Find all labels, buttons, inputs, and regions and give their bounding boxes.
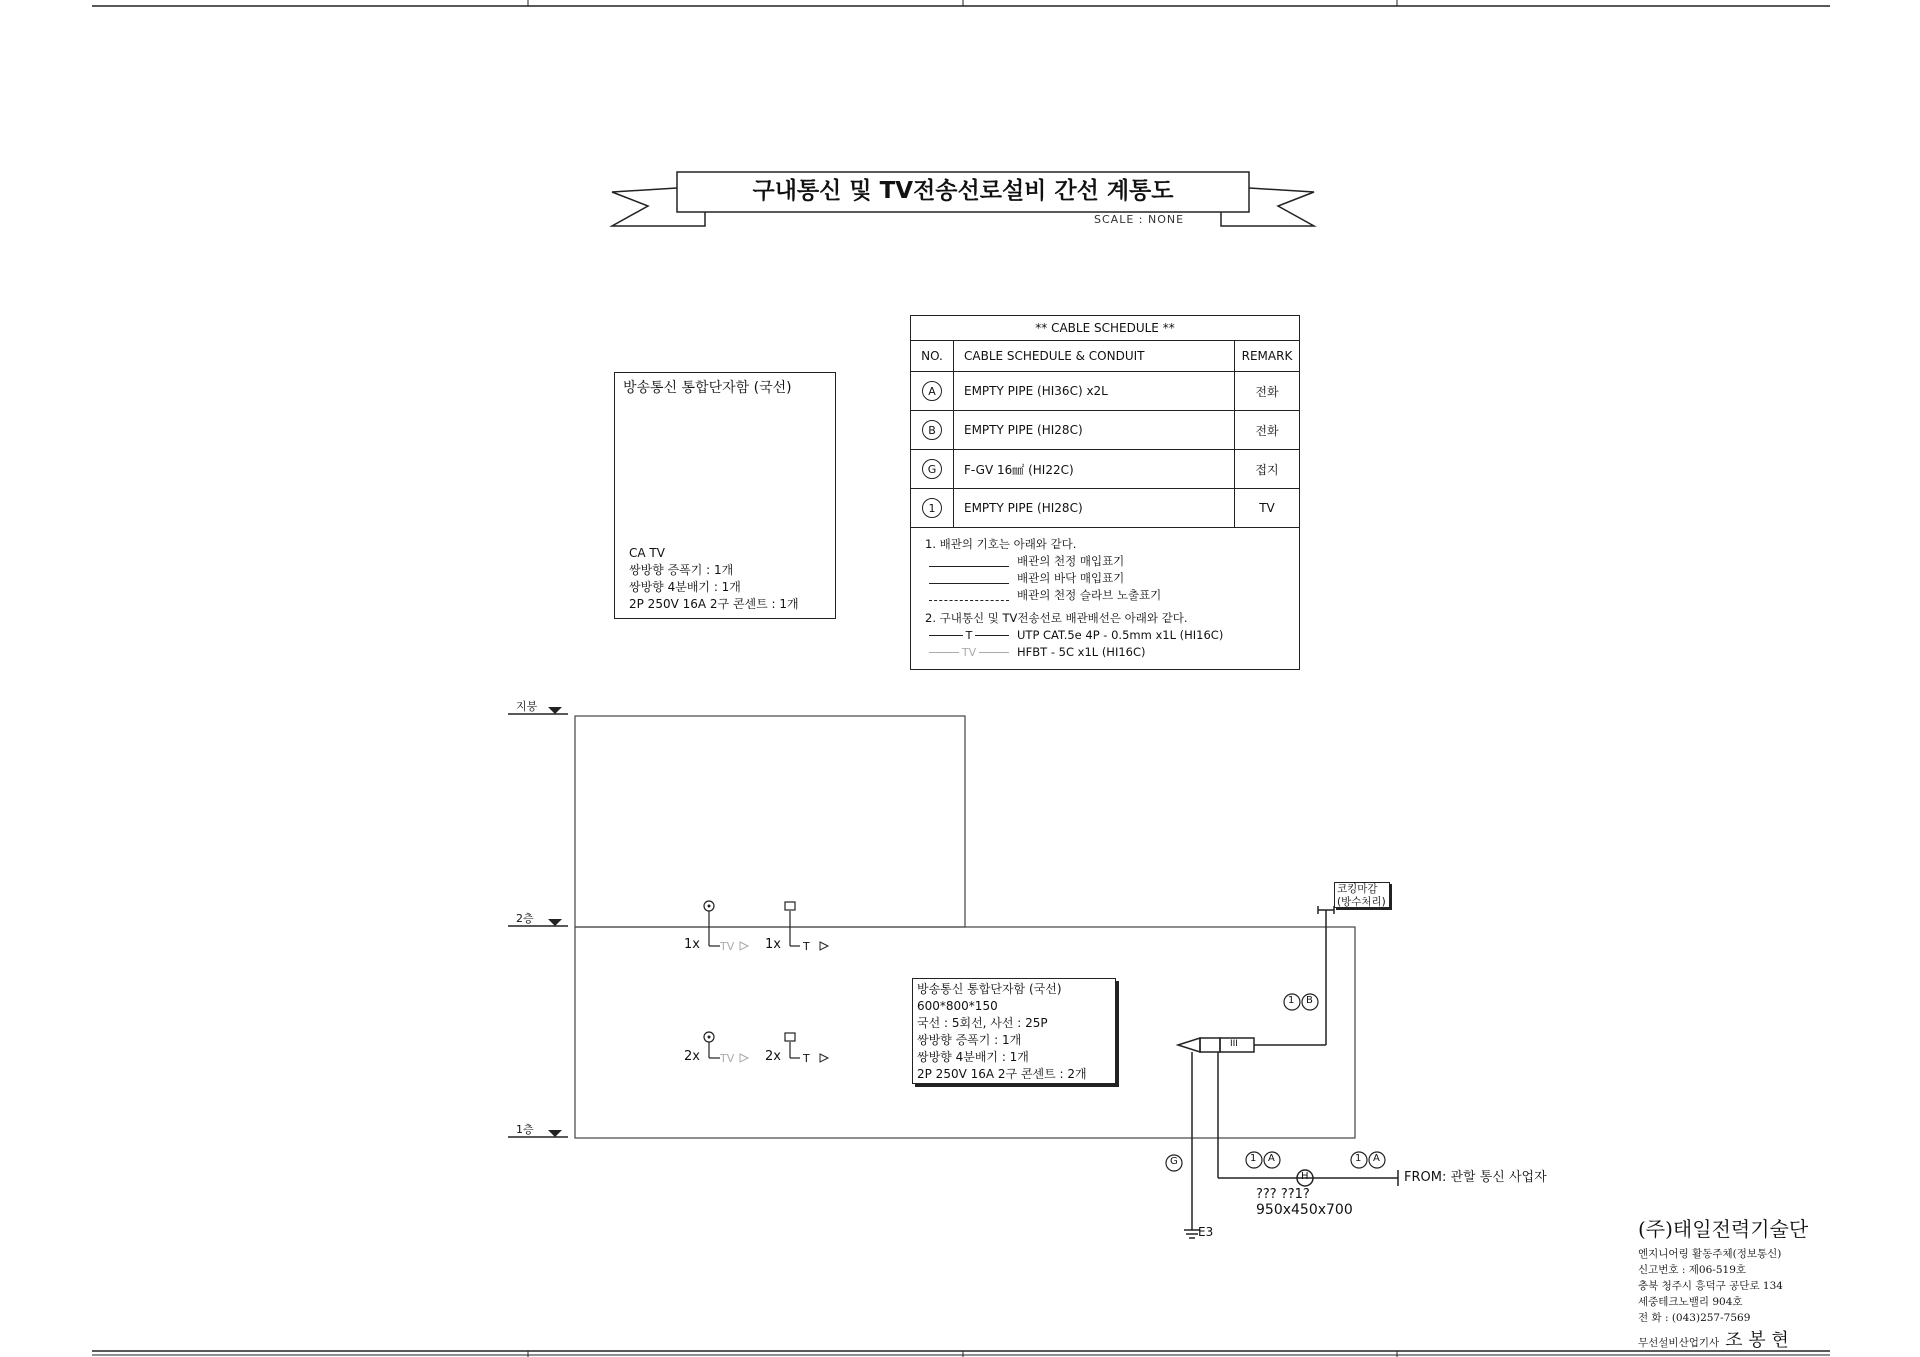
tag-1: 1 (1355, 1153, 1362, 1164)
cabinet-line: 쌍방향 증폭기 : 1개 (917, 1033, 1022, 1047)
header-no: NO. (911, 341, 954, 371)
caulking-line: (방수처리) (1337, 896, 1386, 908)
caulking-box (1334, 882, 1390, 908)
note1-title: 1. 배관의 기호는 아래와 같다. (925, 537, 1077, 551)
floor-label-roof: 지붕 (516, 700, 538, 713)
note1-item: 배관의 천정 매입표기 (1017, 554, 1125, 568)
header-desc: CABLE SCHEDULE & CONDUIT (954, 341, 1235, 371)
ground-label: E3 (1198, 1225, 1214, 1239)
engineer-title: 무선설비산업기사 (1638, 1337, 1720, 1349)
cabinet-tag: III (1230, 1039, 1238, 1049)
table-row (911, 372, 1299, 411)
note2-item: UTP CAT.5e 4P - 0.5mm x1L (HI16C) (1017, 628, 1224, 642)
row-desc: EMPTY PIPE (HI36C) x2L (954, 372, 1235, 410)
floor-label-1f: 1층 (516, 1123, 534, 1136)
company-line: 충북 청주시 흥덕구 공단로 134 (1638, 1280, 1783, 1292)
row-no: B (922, 420, 942, 440)
manhole-label: ??? ??1? (1256, 1187, 1310, 1202)
tag-a: A (1373, 1153, 1380, 1164)
header-remark: REMARK (1241, 349, 1293, 363)
tv-line-symbol: TV (720, 940, 735, 953)
row-no: G (922, 459, 942, 479)
tv-line-symbol: TV (720, 1052, 735, 1065)
legend-box (614, 372, 836, 619)
cabinet-line: 쌍방향 4분배기 : 1개 (917, 1050, 1029, 1064)
table-row (911, 489, 1299, 528)
row-remark: 전화 (1255, 423, 1279, 438)
row-no: A (922, 381, 942, 401)
outlet-count: 1x (684, 937, 700, 952)
outlet-count: 1x (765, 937, 781, 952)
drawing-title: 구내통신 및 TV전송선로설비 간선 계통도 (752, 178, 1174, 204)
cabinet-line: 국선 : 5회선, 사선 : 25P (917, 1016, 1048, 1030)
row-desc: EMPTY PIPE (HI28C) (954, 411, 1235, 449)
row-desc: EMPTY PIPE (HI28C) (954, 489, 1235, 527)
outlet-count: 2x (765, 1049, 781, 1064)
company-name: (주)태일전력기술단 (1638, 1217, 1809, 1241)
row-no: 1 (922, 498, 942, 518)
engineer-name: 조 봉 현 (1725, 1330, 1789, 1351)
cabinet-line: 방송통신 통합단자함 (국선) (917, 982, 1062, 996)
table-header-row (911, 341, 1299, 372)
outlet-count: 2x (684, 1049, 700, 1064)
tag-1: 1 (1288, 995, 1295, 1006)
tag-g: G (1170, 1156, 1178, 1167)
company-line: 엔지니어링 활동주체(정보통신) (1638, 1248, 1782, 1260)
row-remark: 전화 (1255, 384, 1279, 399)
company-line: 신고번호 : 제06-519호 (1638, 1264, 1747, 1276)
legend-box-title: 방송통신 통합단자함 (국선) (623, 380, 792, 396)
note2-title: 2. 구내통신 및 TV전송선로 배관배선은 아래와 같다. (925, 611, 1188, 625)
scale-label: SCALE : NONE (1094, 213, 1185, 226)
note1-item: 배관의 바닥 매입표기 (1017, 571, 1125, 585)
tel-line-symbol: T (803, 940, 810, 953)
tag-a: A (1268, 1153, 1275, 1164)
tag-b: B (1306, 995, 1313, 1006)
tag-h: H (1301, 1171, 1309, 1182)
cable-schedule-table (910, 315, 1300, 670)
row-remark: TV (1259, 501, 1275, 515)
legend-line: CA TV (629, 546, 665, 560)
table-row (911, 411, 1299, 450)
note2-sym: TV (961, 646, 977, 659)
floor-markers (508, 714, 568, 1137)
caulking-line: 코킹마감 (1337, 883, 1378, 895)
tag-1: 1 (1250, 1153, 1257, 1164)
cabinet-line: 2P 250V 16A 2구 콘센트 : 2개 (917, 1067, 1087, 1081)
note1-item: 배관의 천정 슬라브 노출표기 (1017, 588, 1162, 602)
from-label: FROM: 관할 통신 사업자 (1404, 1170, 1547, 1185)
legend-line: 쌍방향 4분배기 : 1개 (629, 580, 741, 594)
company-block (1638, 1213, 1808, 1352)
company-line: 세중테크노밸리 904호 (1638, 1296, 1743, 1308)
cabinet-line: 600*800*150 (917, 999, 998, 1013)
row-desc: F-GV 16㎟ (HI22C) (954, 450, 1235, 488)
cable-schedule-title: ** CABLE SCHEDULE ** (911, 316, 1299, 341)
manhole-size: 950x450x700 (1256, 1202, 1353, 1218)
row-remark: 접지 (1255, 462, 1279, 477)
legend-line: 쌍방향 증폭기 : 1개 (629, 563, 734, 577)
legend-line: 2P 250V 16A 2구 콘센트 : 1개 (629, 597, 799, 611)
floor-label-2f: 2층 (516, 912, 534, 925)
note2-sym: T (965, 629, 973, 642)
legend-box-lines (629, 545, 799, 613)
table-row (911, 450, 1299, 489)
cabinet-info-box (912, 978, 1116, 1084)
tel-line-symbol: T (803, 1052, 810, 1065)
note2-item: HFBT - 5C x1L (HI16C) (1017, 645, 1146, 659)
company-line: 전 화 : (043)257-7569 (1638, 1312, 1751, 1324)
table-notes (911, 528, 1299, 669)
